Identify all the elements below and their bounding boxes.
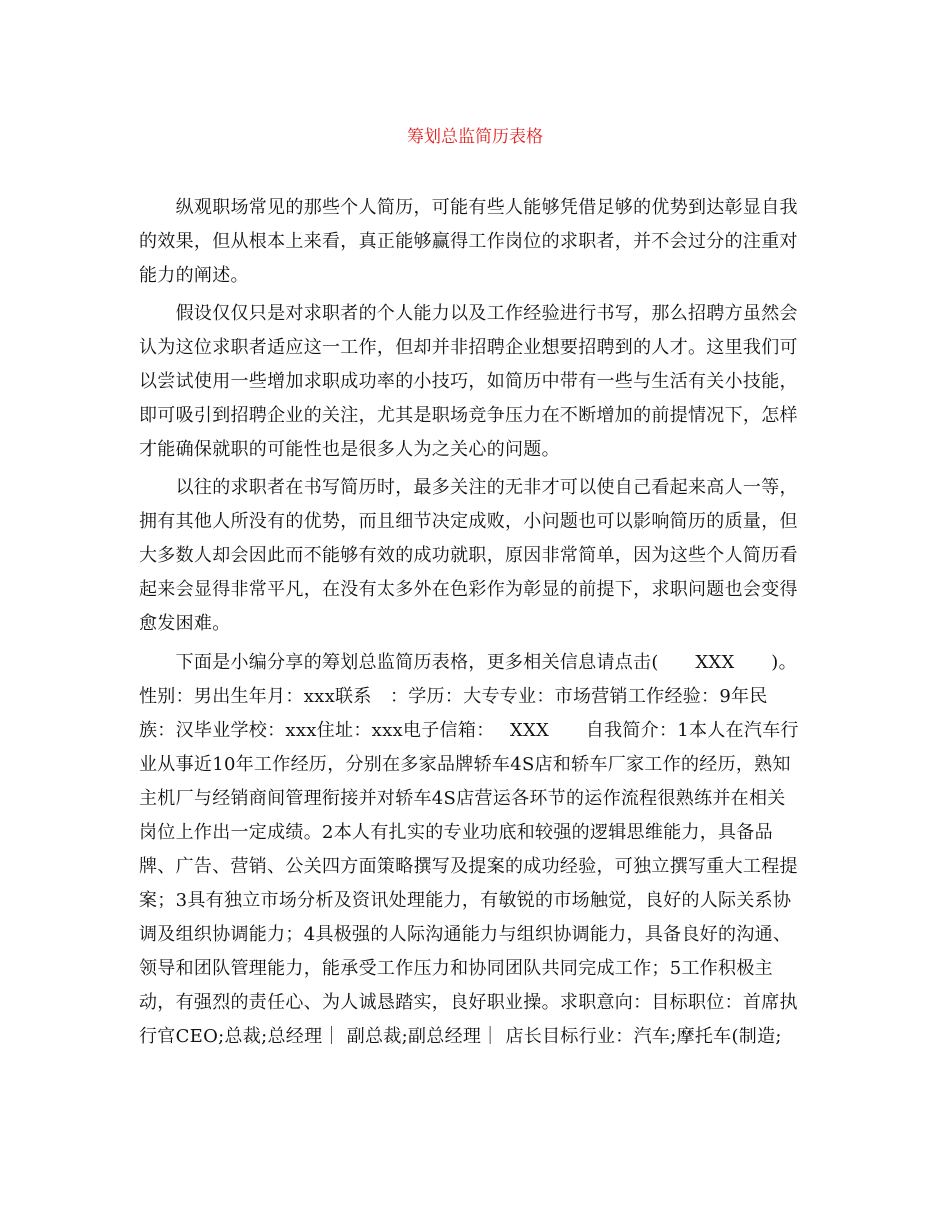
paragraph-line: 的效果，但从根本上来看，真正能够赢得工作岗位的求职者，并不会过分的注重对 — [139, 231, 798, 252]
paragraph-line: 大多数人却会因此而不能够有效的成功就职，原因非常简单，因为这些个人简历看 — [139, 545, 798, 566]
paragraph-line: 起来会显得非常平凡，在没有太多外在色彩作为彰显的前提下，求职问题也会变得 — [139, 579, 798, 600]
paragraph-line: 纵观职场常见的那些个人简历，可能有些人能够凭借足够的优势到达彰显自我 — [139, 197, 798, 218]
document-title: 筹划总监简历表格 — [407, 127, 543, 147]
paragraph-line: 即可吸引到招聘企业的关注，尤其是职场竞争压力在不断增加的前提情况下，怎样 — [139, 405, 798, 426]
paragraph-line: 领导和团队管理能力，能承受工作压力和协同团队共同完成工作；5工作积极主 — [139, 958, 773, 979]
paragraph-line: 族：汉毕业学校：xxx住址：xxx电子信箱： XXX 自我简介：1本人在汽车行 — [139, 720, 799, 741]
paragraph-line: 以往的求职者在书写简历时，最多关注的无非才可以使自己看起来高人一等， — [139, 477, 798, 498]
paragraph-line: 岗位上作出一定成绩。2本人有扎实的专业功底和较强的逻辑思维能力，具备品 — [139, 822, 773, 843]
paragraph-line: 调及组织协调能力；4具极强的人际沟通能力与组织协调能力，具备良好的沟通、 — [139, 924, 792, 945]
paragraph-line: 牌、广告、营销、公关四方面策略撰写及提案的成功经验，可独立撰写重大工程提 — [139, 856, 798, 877]
paragraph-line: 动，有强烈的责任心、为人诚恳踏实，良好职业操。求职意向：目标职位：首席执 — [139, 992, 798, 1013]
paragraph-line: 主机厂与经销商间管理衔接并对轿车4S店营运各环节的运作流程很熟练并在相关 — [139, 788, 786, 809]
paragraph-line: 才能确保就职的可能性也是很多人为之关心的问题。 — [139, 439, 560, 460]
paragraph-line: 以尝试使用一些增加求职成功率的小技巧，如简历中带有一些与生活有关小技能， — [139, 371, 798, 392]
paragraph-line: 拥有其他人所没有的优势，而且细节决定成败，小问题也可以影响简历的质量，但 — [139, 511, 798, 532]
paragraph-line: 行官CEO;总裁;总经理｜ 副总裁;副总经理｜ 店长目标行业：汽车;摩托车(制造; — [139, 1026, 782, 1047]
paragraph-line: 下面是小编分享的筹划总监简历表格，更多相关信息请点击( XXX )。 — [139, 652, 797, 673]
paragraph-line: 业从事近10年工作经历，分别在多家品牌轿车4S店和轿车厂家工作的经历，熟知 — [139, 754, 791, 775]
paragraph-line: 愈发困难。 — [139, 613, 231, 634]
paragraph-line: 假设仅仅只是对求职者的个人能力以及工作经验进行书写，那么招聘方虽然会 — [139, 303, 798, 324]
paragraph-line: 性别：男出生年月：xxx联系 ：学历：大专专业：市场营销工作经验：9年民 — [139, 686, 768, 707]
paragraph-line: 认为这位求职者适应这一工作，但却并非招聘企业想要招聘到的人才。这里我们可 — [139, 337, 798, 358]
paragraph-line: 案；3具有独立市场分析及资讯处理能力，有敏锐的市场触觉，良好的人际关系协 — [139, 890, 792, 911]
paragraph-line: 能力的阐述。 — [139, 265, 249, 286]
